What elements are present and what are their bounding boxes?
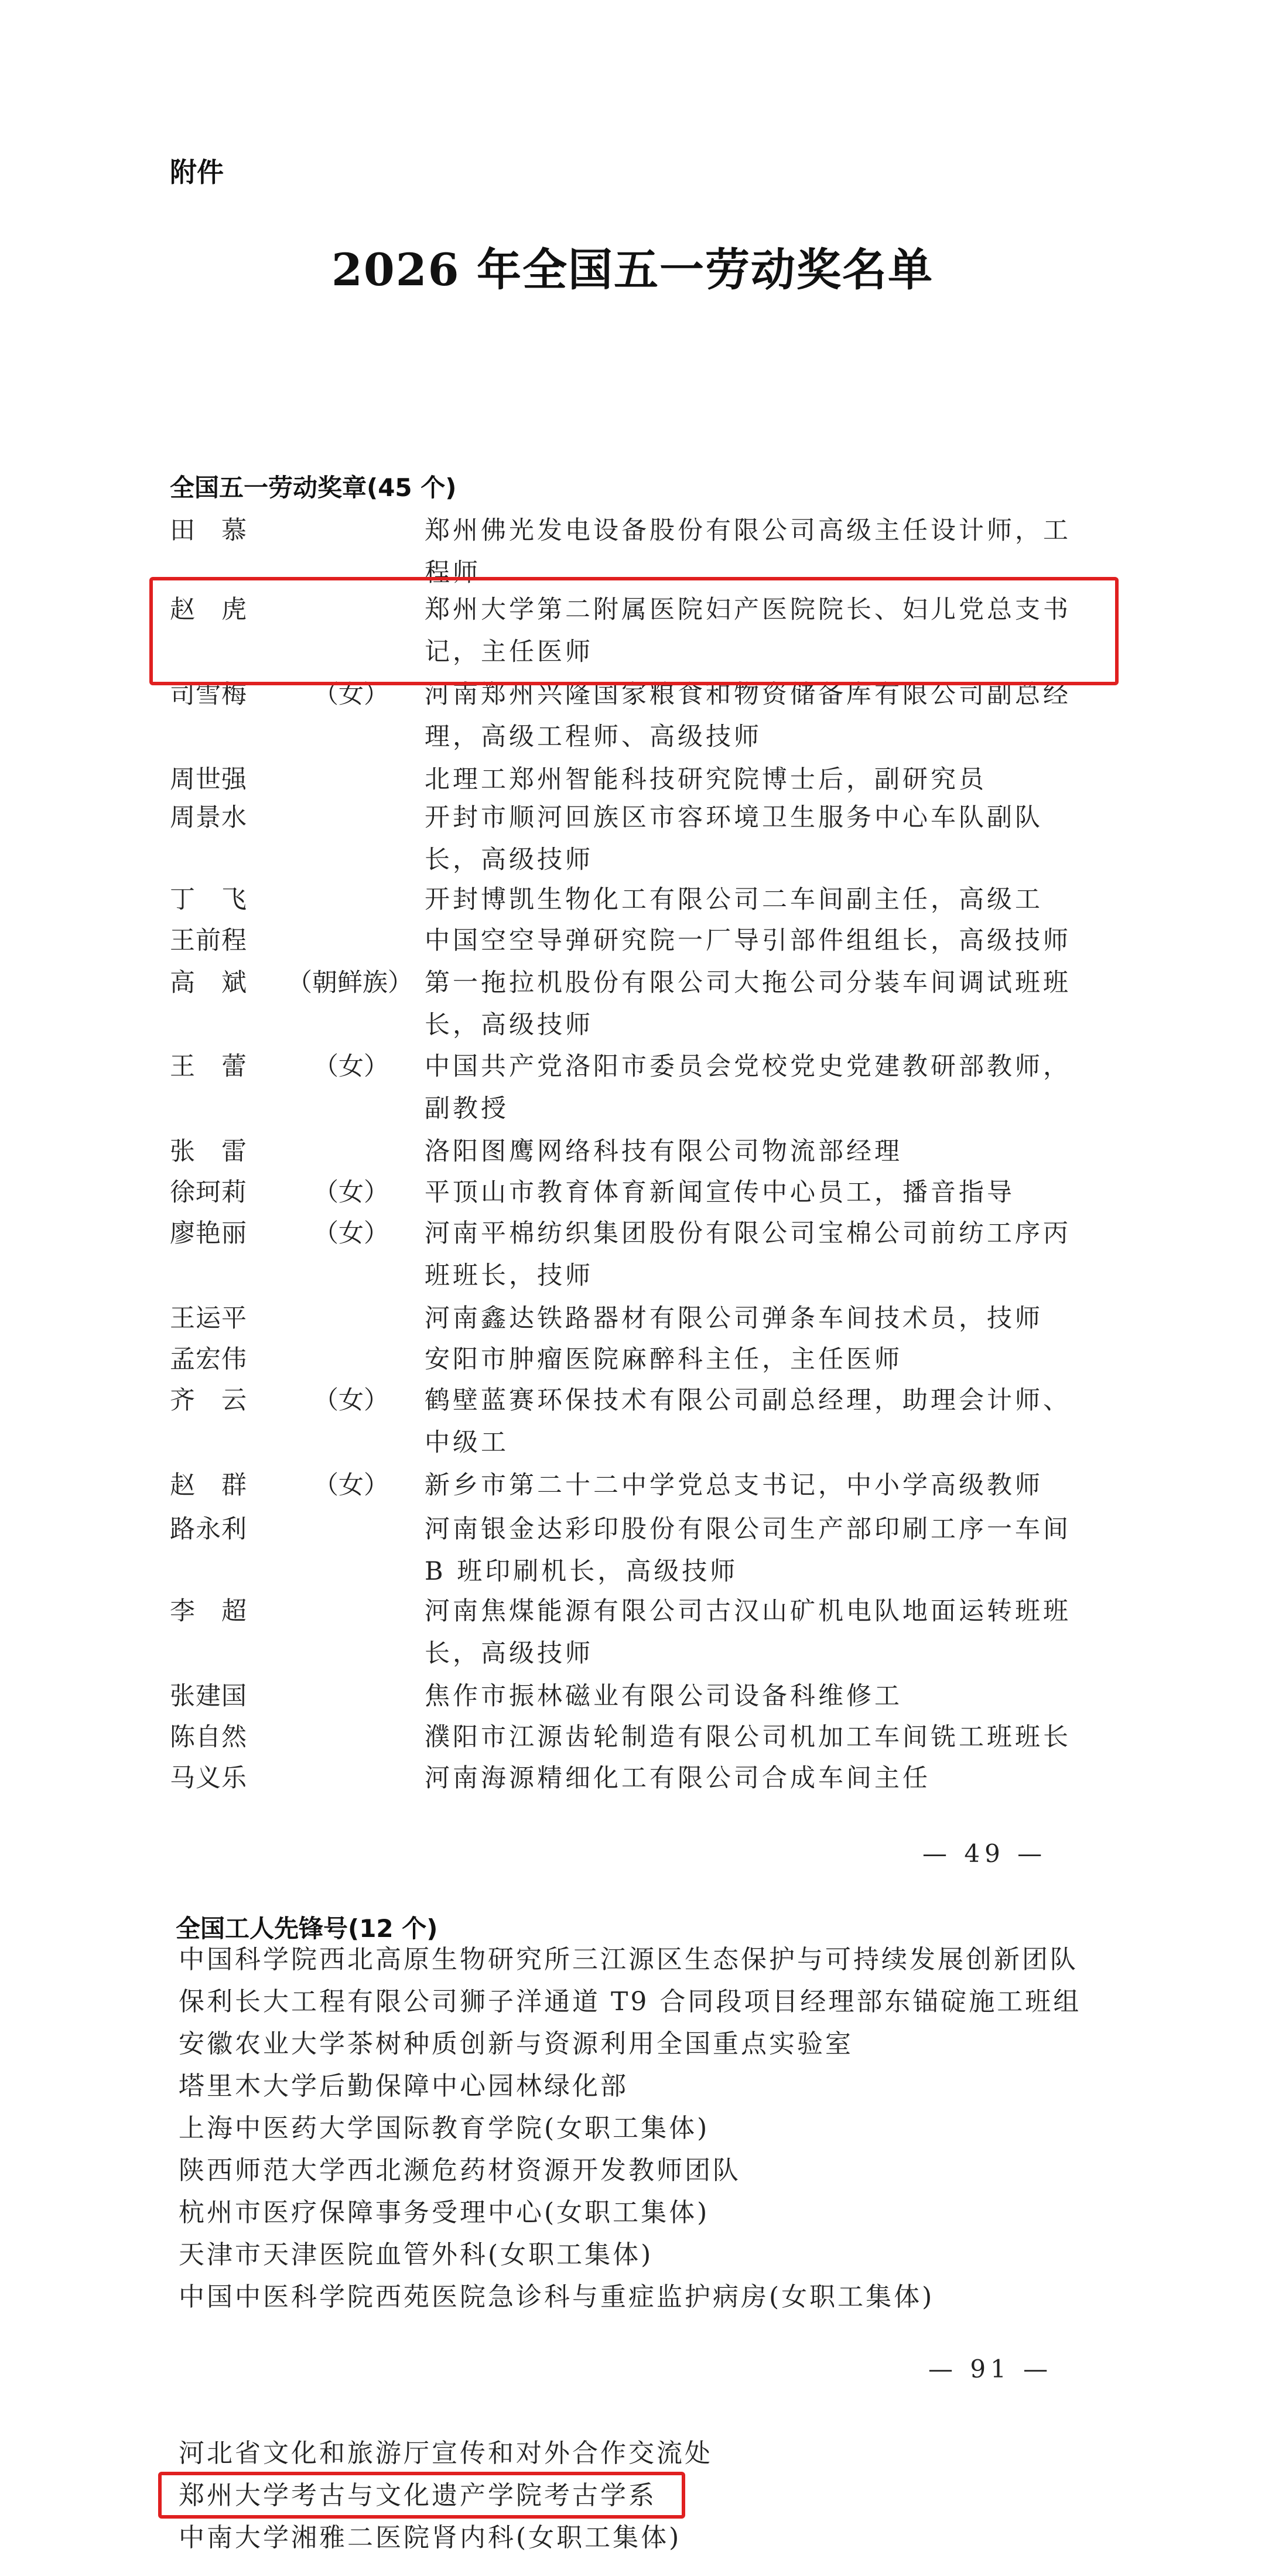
entry-name: 丁 飞 <box>170 885 247 914</box>
entry-name: 孟宏伟 <box>170 1345 247 1374</box>
entry-description: 河南银金达彩印股份有限公司生产部印刷工序一车间 B 班印刷机长，高级技师 <box>425 1515 1071 1586</box>
document-page-3 <box>0 2415 1265 2576</box>
entry-description: 开封博凯生物化工有限公司二车间副主任，高级工 <box>425 885 1043 914</box>
highlight-box-archaeology <box>158 2472 685 2519</box>
entry-description: 北理工郑州智能科技研究院博士后，副研究员 <box>425 765 987 794</box>
attachment-label: 附件 <box>170 156 224 188</box>
entry-description: 安阳市肿瘤医院麻醉科主任，主任医师 <box>425 1345 902 1374</box>
entry-description: 洛阳图鹰网络科技有限公司物流部经理 <box>425 1137 902 1166</box>
entry-name: 高 斌 <box>170 968 247 997</box>
entry-description: 鹤壁蓝赛环保技术有限公司副总经理，助理会计师、中级工 <box>425 1386 1071 1457</box>
entry-description: 中国共产党洛阳市委员会党校党史党建教研部教师，副教授 <box>425 1052 1071 1123</box>
entry-name: 徐珂莉 <box>170 1178 247 1207</box>
entry-name: 赵 虎 <box>170 595 247 624</box>
pioneer-entry: 安徽农业大学茶树种质创新与资源利用全国重点实验室 <box>179 2029 853 2059</box>
entry-description: 河南郑州兴隆国家粮食和物资储备库有限公司副总经理，高级工程师、高级技师 <box>425 680 1071 751</box>
entry-name: 赵 群 <box>170 1471 247 1500</box>
entry-name: 齐 云 <box>170 1386 247 1415</box>
entry-description: 河南鑫达铁路器材有限公司弹条车间技术员，技师 <box>425 1304 1043 1333</box>
entry-name: 田 慕 <box>170 516 247 545</box>
entry-name: 周景水 <box>170 803 247 832</box>
entry-tag: （女） <box>313 680 389 709</box>
pioneer-entry: 中国科学院西北高原生物研究所三江源区生态保护与可持续发展创新团队 <box>179 1945 1078 1974</box>
entry-description: 新乡市第二十二中学党总支书记，中小学高级教师 <box>425 1471 1043 1500</box>
entry-name: 张 雷 <box>170 1137 247 1166</box>
entry-description: 平顶山市教育体育新闻宣传中心员工，播音指导 <box>425 1178 1015 1207</box>
entry-name: 路永利 <box>170 1515 247 1544</box>
continued-entry: 郑州大学考古与文化遗产学院考古学系 <box>179 2481 657 2510</box>
continued-entry: 河北省文化和旅游厅宣传和对外合作交流处 <box>179 2438 713 2468</box>
pioneer-entry: 塔里木大学后勤保障中心园林绿化部 <box>179 2071 628 2101</box>
entry-name: 张建国 <box>170 1682 247 1711</box>
entry-tag: （朝鲜族） <box>287 968 413 997</box>
entry-description: 第一拖拉机股份有限公司大拖公司分装车间调试班班长，高级技师 <box>425 968 1071 1040</box>
entry-name: 王 蕾 <box>170 1052 247 1081</box>
entry-name: 廖艳丽 <box>170 1219 247 1248</box>
entry-name: 王前程 <box>170 926 247 955</box>
pioneer-entry: 保利长大工程有限公司狮子洋通道 T9 合同段项目经理部东锚碇施工班组 <box>179 1987 1082 2017</box>
entry-description: 河南海源精细化工有限公司合成车间主任 <box>425 1764 931 1793</box>
entry-name: 周世强 <box>170 765 247 794</box>
pioneer-entry: 陕西师范大学西北濒危药材资源开发教师团队 <box>179 2155 741 2185</box>
entry-description: 郑州大学第二附属医院妇产医院院长、妇儿党总支书记，主任医师 <box>425 595 1071 667</box>
entry-description: 焦作市振林磁业有限公司设备科维修工 <box>425 1682 902 1711</box>
entry-name: 陈自然 <box>170 1723 247 1752</box>
entry-name: 司雪梅 <box>170 680 247 709</box>
entry-description: 河南焦煤能源有限公司古汉山矿机电队地面运转班班长，高级技师 <box>425 1597 1071 1668</box>
continued-entry: 中南大学湘雅二医院肾内科(女职工集体) <box>179 2523 682 2553</box>
entry-tag: （女） <box>313 1052 389 1081</box>
entry-description: 中国空空导弹研究院一厂导引部件组组长，高级技师 <box>425 926 1071 955</box>
entry-tag: （女） <box>313 1386 389 1415</box>
page-number-49: — 49 — <box>922 1839 1047 1868</box>
medal-section-heading: 全国五一劳动奖章(45 个) <box>170 473 457 502</box>
entry-name: 李 超 <box>170 1597 247 1626</box>
page-number-91: — 91 — <box>928 2355 1053 2383</box>
entry-name: 王运平 <box>170 1304 247 1333</box>
document-page-2 <box>0 1889 1265 2415</box>
pioneer-section-heading: 全国工人先锋号(12 个) <box>176 1914 438 1943</box>
entry-tag: （女） <box>313 1178 389 1207</box>
entry-name: 马义乐 <box>170 1764 247 1793</box>
pioneer-entry: 杭州市医疗保障事务受理中心(女职工集体) <box>179 2198 710 2227</box>
entry-tag: （女） <box>313 1471 389 1500</box>
entry-description: 开封市顺河回族区市容环境卫生服务中心车队副队长，高级技师 <box>425 803 1043 874</box>
entry-description: 河南平棉纺织集团股份有限公司宝棉公司前纺工序丙班班长，技师 <box>425 1219 1071 1290</box>
entry-tag: （女） <box>313 1219 389 1248</box>
pioneer-entry: 上海中医药大学国际教育学院(女职工集体) <box>179 2113 710 2143</box>
entry-description: 郑州佛光发电设备股份有限公司高级主任设计师，工程师 <box>425 516 1071 587</box>
pioneer-entry: 天津市天津医院血管外科(女职工集体) <box>179 2240 654 2270</box>
page-title: 2026 年全国五一劳动奖名单 <box>331 244 934 296</box>
highlight-box-zhao-hu <box>149 577 1119 685</box>
pioneer-entry: 中国中医科学院西苑医院急诊科与重症监护病房(女职工集体) <box>179 2282 935 2312</box>
entry-description: 濮阳市江源齿轮制造有限公司机加工车间铣工班班长 <box>425 1723 1071 1752</box>
